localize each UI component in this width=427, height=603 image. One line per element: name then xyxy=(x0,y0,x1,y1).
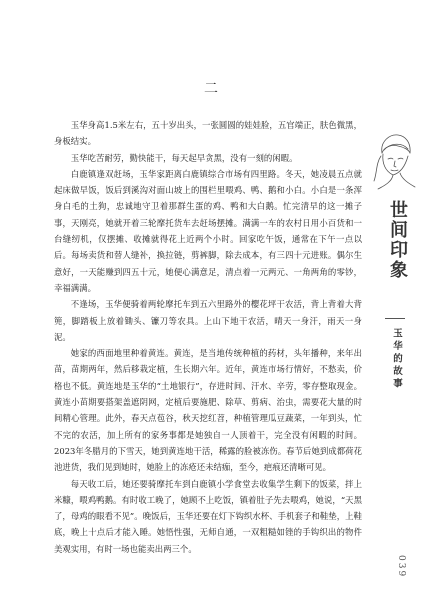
paragraph: 玉华吃苦耐劳，勤快能干，每天起早贪黑，没有一刻的闲暇。 xyxy=(70,152,298,163)
page-number: 039 xyxy=(396,555,406,579)
book-title: 世间印象 xyxy=(387,200,408,280)
chapter-number: 二 xyxy=(204,81,218,97)
chapter-subtitle: 玉华的故事 xyxy=(391,328,402,391)
paragraph: 每天收工后，她还要骑摩托车到白鹿镇小学食堂去收集学生剩下的饭菜，拌上米糠，喂鸡鸭鹅。有时收工晚了，她顾不上吃饭，镇着肚子先去喂鸡，她说，“天黑了，母鸡的眼看不见”。晚饭后，玉华还要在灯下钩织水杯、手机套子和鞋垫，上鞋底，晚上十点后才能入睡。她悟性强，无师自通，一双粗糙如锉的手钩织出的物件美观实用，有时一场也能卖出两三个。 xyxy=(54,478,362,554)
paragraph: 玉华身高1.5米左右，五十岁出头，一张圆圆的娃娃脸，五官端正，肤色微黑，身板结实。 xyxy=(54,120,362,147)
divider xyxy=(385,318,405,319)
paragraph: 白鹿镇逢双赶场，玉华家距离白鹿镇综合市场有四里路。冬天，她凌晨五点就起床做早饭，饭后到溪沟对面山坡上的围栏里喂鸡、鸭、鹅和小白。小白是一条浑身白毛的土狗，忠诚地守卫着那群生蛋的鸡、鸭和大白鹅。忙完清早的这一摊子事，天刚亮，她就开着三轮摩托货车去赶场摆摊。满满一车的农村日用小百货和一台缝纫机，仅摆摊、收摊就得花上近两个小时。回家吃午饭，通常在下午一点以后。每场卖货和替人缝补，换拉链，剪裤脚，除去成本，有三四十元进账。偶尔生意好，一天能赚到四五十元，她便心满意足，清点着一元两元、一角两角的零钞，幸福满满。 xyxy=(54,168,362,293)
body-text xyxy=(54,117,362,557)
paragraph: 她家的西面地里种着黄连。黄连，是当地传统种植的药材，头年播种，来年出苗，苗期两年，然后移栽定植，生长期六年。近年，黄连市场行情好，不愁卖，价格也不低。黄连地是玉华的“土地银行”，存进时间、汗水、辛劳，零存整取现金。黄连小苗期要搭架盖遮阴网，定植后要施肥、除草、剪病、治虫，需要花大量的时间精心管理。此外，春天点苞谷，秋天挖红苕，种植管理瓜豆蔬菜，一年到头，忙不完的农活，加上所有的家务事都是她独自一人顶着干，完全没有闲暇的时间。2023年冬腊月的下雪天，她到黄连地干活，稀露的脸被冻伤。春节后她到成都荷花池进货，我们见到她时，她脸上的冻疮还未结痂，至今，疤痕还清晰可见。 xyxy=(54,348,362,473)
portrait-sketch-icon xyxy=(368,129,418,191)
paragraph: 不逢场，玉华便骑着两轮摩托车到五六里路外的樱花坪干农活，背上背着大背篼，脚踏板上放着锄头、镰刀等农具。上山下地干农活，晴天一身汗，雨天一身泥。 xyxy=(54,299,362,342)
